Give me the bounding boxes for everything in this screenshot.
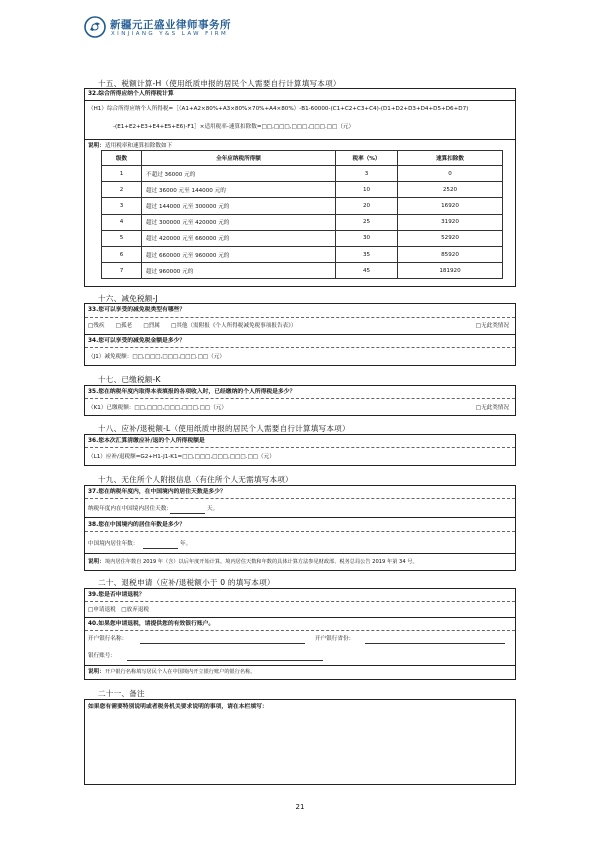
section-17-box — [84, 385, 516, 416]
income-cell: 不超过 36000 元的 — [142, 166, 336, 182]
q35-row — [85, 386, 515, 399]
section-18-box — [84, 434, 516, 466]
q38-suffix: 年。 — [180, 541, 192, 547]
section-16-box — [84, 303, 516, 366]
q33-none-checkbox[interactable]: □无此类情况 — [475, 323, 509, 329]
residence-years-input[interactable] — [143, 548, 178, 549]
reduction-type-checkboxes[interactable]: □残疾 □孤老 □烈属 □其他（需附报《个人所得税减免税事项报告表》） — [88, 323, 297, 329]
s20-note-text: 开户银行名称填写居民个人在中国境内开立银行账户的银行名称。 — [105, 669, 256, 675]
header-income: 全年应纳税所得额 — [142, 151, 336, 166]
section-16-title: 十六、减免税额-J — [98, 294, 158, 303]
grade-cell: 4 — [102, 214, 142, 230]
q38-label: 38.您在中国境内的居住年数是多少？ — [88, 522, 186, 528]
rate-cell: 20 — [336, 198, 398, 214]
income-cell: 超过 36000 元至 144000 元的 — [142, 182, 336, 198]
section-18-title: 十八、应补/退税额-L（使用纸质申报的居民个人需要自行计算填写本项） — [98, 424, 350, 433]
page-number: 21 — [295, 803, 305, 811]
q32-label: 32.综合所得应纳个人所得税计算 — [88, 91, 174, 97]
residence-days-input[interactable] — [170, 513, 205, 514]
q37-answer-row — [85, 499, 515, 518]
rate-cell: 45 — [336, 263, 398, 279]
remarks-prompt: 如果您有需要特别说明或者税务机关要求说明的事项，请在本栏填写： — [88, 704, 268, 710]
firm-logo-icon — [84, 16, 106, 38]
s19-note-label: 说明： — [88, 559, 105, 565]
section-20-box — [84, 588, 516, 680]
income-cell: 超过 960000 元的 — [142, 263, 336, 279]
bank-name-label: 开户银行名称： — [88, 636, 128, 642]
s20-note-label: 说明： — [88, 669, 105, 675]
bank-province-input[interactable] — [365, 643, 505, 644]
header-grade: 级数 — [102, 151, 142, 166]
deduction-cell: 2520 — [398, 182, 503, 198]
q37-suffix: 天。 — [207, 506, 219, 512]
q34-label: 34.您可以享受的减免税金额是多少？ — [88, 338, 186, 344]
grade-cell: 3 — [102, 198, 142, 214]
header-deduction: 速算扣除数 — [398, 151, 503, 166]
bank-province-label: 开户银行省份： — [315, 636, 355, 642]
income-cell: 超过 300000 元至 420000 元的 — [142, 214, 336, 230]
deduction-cell: 16920 — [398, 198, 503, 214]
section-19-title: 十九、无住所个人附报信息（有住所个人无需填写本项） — [98, 475, 293, 484]
q33-row — [85, 304, 515, 318]
q33-options-row — [85, 318, 515, 335]
deduction-cell: 0 — [398, 166, 503, 182]
q35-none-checkbox[interactable]: □无此类情况 — [475, 405, 509, 411]
q40-row — [85, 618, 515, 631]
q33-label: 33.您可以享受的减免税类型有哪些？ — [88, 307, 186, 313]
income-cell: 超过 660000 元至 960000 元的 — [142, 246, 336, 262]
table-row — [102, 263, 503, 279]
grade-cell: 5 — [102, 230, 142, 246]
q37-prefix: 纳税年度内在中国境内居住天数： — [88, 506, 172, 512]
refund-choice-checkboxes[interactable]: □申请退税 □放弃退税 — [88, 607, 149, 613]
deduction-cell: 85920 — [398, 246, 503, 262]
q32-row — [85, 89, 515, 101]
table-row — [102, 214, 503, 230]
deduction-cell: 52920 — [398, 230, 503, 246]
q36-label: 36.您本次汇算清缴应补/退的个人所得税额是 — [88, 438, 205, 444]
table-row — [102, 182, 503, 198]
table-row — [102, 166, 503, 182]
q40-label: 40.如果您申请退税，请提供您的有效银行账户。 — [88, 621, 215, 627]
rate-cell: 10 — [336, 182, 398, 198]
formula-line-2: -(E1+E2+E3+E4+E5+E6)-F1］×适用税率-速算扣除数=□□,□□□,□□□,□□□.□□（元） — [113, 124, 355, 130]
q39-row — [85, 589, 515, 602]
table-row — [102, 198, 503, 214]
s19-note-text: 境内居住年数自 2019 年（含）以后年度开始计算。境内居住天数和年数的具体计算方法参见财政部、税务总局公告 2019 年第 34 号。 — [105, 559, 418, 565]
firm-name-en: XINJIANG Y&S LAW FIRM — [111, 31, 229, 37]
bank-name-input[interactable] — [140, 643, 305, 644]
s15-note-text: 适用税率和速算扣除数如下 — [105, 143, 173, 149]
deduction-cell: 181920 — [398, 263, 503, 279]
q35-label: 35.您在纳税年度内取得本表填报的各项收入时，已经缴纳的个人所得税是多少？ — [88, 389, 296, 395]
s20-note-divider — [85, 665, 515, 666]
section-19-box — [84, 485, 516, 571]
section-20-title: 二十、退税申请（应补/退税额小于 0 的填写本项） — [98, 578, 275, 587]
q38-row — [85, 518, 515, 532]
tax-rate-header-row — [102, 151, 503, 166]
q34-row — [85, 335, 515, 348]
q37-label: 37.您在纳税年度内，在中国境内的居住天数是多少？ — [88, 489, 226, 495]
section-17-title: 十七、已缴税额-K — [98, 375, 161, 384]
q39-label: 39.您是否申请退税？ — [88, 592, 145, 598]
section-15-title: 十五、税额计算-H（使用纸质申报的居民个人需要自行计算填写本项） — [98, 79, 341, 88]
remarks-area[interactable] — [85, 716, 515, 784]
rate-cell: 30 — [336, 230, 398, 246]
section-21-box — [84, 699, 516, 785]
grade-cell: 7 — [102, 263, 142, 279]
j1-reduction-amount-field[interactable]: （J1）减免税额：□□,□□□,□□□,□□□.□□（元） — [88, 354, 225, 360]
rate-cell: 3 — [336, 166, 398, 182]
k1-paid-tax-field[interactable]: （K1）已缴税额：□□,□□□,□□□,□□□.□□（元） — [88, 405, 227, 411]
table-row — [102, 230, 503, 246]
s15-note-label: 说明： — [88, 143, 105, 149]
grade-cell: 2 — [102, 182, 142, 198]
tax-rate-table — [101, 150, 503, 279]
header-rate: 税率（%） — [336, 151, 398, 166]
q36-row — [85, 435, 515, 448]
bank-account-input[interactable] — [127, 660, 323, 661]
formula-line-1: （H1）综合所得应纳个人所得税=［（A1+A2×80%+A3×80%×70%+A4×80%）-B1-60000-(C1+C2+C3+C4)-(D1+D2+D3+D4+D5+D6+D7) — [88, 106, 469, 112]
q38-answer-row — [85, 532, 515, 554]
q38-prefix: 中国境内居住年数： — [88, 541, 139, 547]
section-21-title: 二十一、备注 — [98, 689, 145, 698]
rate-cell: 35 — [336, 246, 398, 262]
income-cell: 超过 420000 元至 660000 元的 — [142, 230, 336, 246]
formula-row — [85, 101, 515, 140]
section-15-box — [84, 88, 516, 287]
q37-row — [85, 486, 515, 499]
q39-options-row — [85, 602, 515, 618]
grade-cell: 1 — [102, 166, 142, 182]
income-cell: 超过 144000 元至 300000 元的 — [142, 198, 336, 214]
grade-cell: 6 — [102, 246, 142, 262]
deduction-cell: 31920 — [398, 214, 503, 230]
l1-refund-amount-field[interactable]: （L1）应补/退税额=G2+H1-J1-K1=□□,□□□,□□□,□□□.□□（元） — [88, 454, 275, 460]
bank-account-label: 银行账号： — [88, 653, 116, 659]
firm-name-cn: 新疆元正盛业律师事务所 — [110, 19, 231, 31]
rate-cell: 25 — [336, 214, 398, 230]
table-row — [102, 246, 503, 262]
